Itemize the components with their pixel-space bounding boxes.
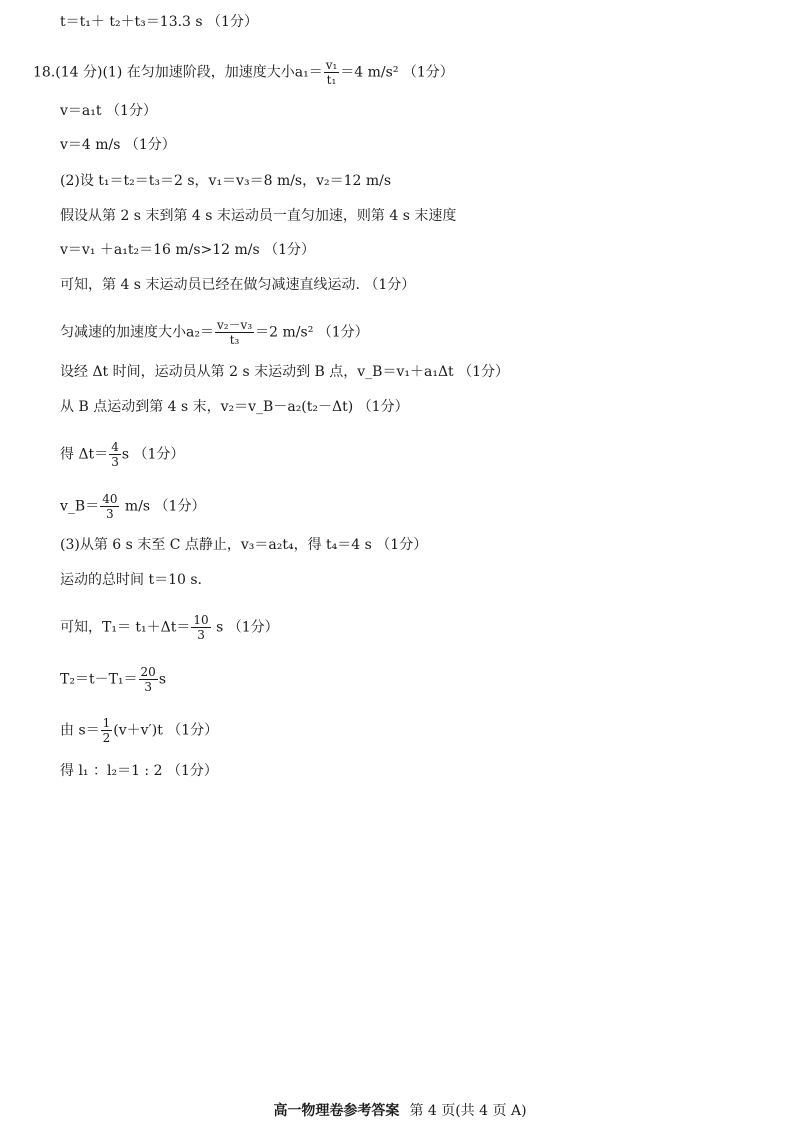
equation-line: v＝4 m/s （1分） xyxy=(60,137,176,153)
denominator: t₁ xyxy=(326,73,337,87)
numerator: 40 xyxy=(102,492,118,506)
text: a₁＝ xyxy=(294,64,323,81)
numerator: 20 xyxy=(140,665,156,679)
numerator: v₁ xyxy=(325,58,338,72)
text: (v＋v′)t （1分） xyxy=(113,722,219,739)
fraction xyxy=(215,318,254,347)
distance-formula-line xyxy=(60,716,218,745)
q18-part2-setup: (2)设 t₁＝t₂＝t₃＝2 s，v₁＝v₃＝8 m/s，v₂＝12 m/s xyxy=(60,173,392,189)
text-line: 设经 Δt 时间，运动员从第 2 s 末运动到 B 点，v_B＝v₁＋a₁Δt （1分） xyxy=(60,364,510,380)
numerator: 1 xyxy=(102,716,111,730)
t2-line xyxy=(60,665,166,694)
text-line: 从 B 点运动到第 4 s 末，v₂＝v_B－a₂(t₂－Δt) （1分） xyxy=(60,399,409,415)
text: 匀减速的加速度大小a₂＝ xyxy=(60,324,214,341)
fraction xyxy=(139,665,158,694)
numerator: 4 xyxy=(111,440,119,454)
fraction xyxy=(100,492,119,521)
denominator: 3 xyxy=(111,455,119,469)
deceleration-line xyxy=(60,318,369,347)
equation-total-time: t＝t₁＋ t₂＋t₃＝13.3 s （1分） xyxy=(60,14,258,30)
text-line: 可知，第 4 s 末运动员已经在做匀减速直线运动. （1分） xyxy=(60,277,416,293)
text: v_B＝ xyxy=(60,498,100,515)
equation-line: v＝v₁ ＋a₁t₂＝16 m/s>12 m/s （1分） xyxy=(60,242,316,258)
text-line: 运动的总时间 t＝10 s. xyxy=(60,572,202,588)
denominator: 3 xyxy=(197,628,205,642)
text: s （1分） xyxy=(121,446,185,463)
t1-line xyxy=(60,613,279,642)
text: 由 s＝ xyxy=(60,722,100,739)
delta-t-line xyxy=(60,440,184,469)
text: 得 Δt＝ xyxy=(60,446,109,463)
equation-line: v＝a₁t （1分） xyxy=(60,103,157,119)
text: 18.(14 分)(1) 在匀加速阶段，加速度大小 xyxy=(33,64,295,81)
q18-part3: (3)从第 6 s 末至 C 点静止，v₃＝a₂t₄，得 t₄＝4 s （1分） xyxy=(60,537,428,553)
ratio-result-line: 得 l₁ ：l₂＝1 : 2 （1分） xyxy=(60,763,218,779)
denominator: 3 xyxy=(106,507,114,521)
denominator: 2 xyxy=(102,731,111,745)
text: m/s （1分） xyxy=(120,498,206,515)
text: s xyxy=(158,671,166,688)
denominator: 3 xyxy=(144,680,152,694)
page-number: 第 4 页(共 4 页 A) xyxy=(409,1103,527,1119)
text: ＝2 m/s² （1分） xyxy=(255,324,369,341)
text: T₂＝t－T₁＝ xyxy=(60,671,138,688)
text: 可知，T₁＝ t₁＋Δt＝ xyxy=(60,619,191,636)
fraction xyxy=(191,613,210,642)
numerator: v₂－v₃ xyxy=(216,318,253,332)
page-footer xyxy=(0,1100,800,1120)
text-line: 假设从第 2 s 末到第 4 s 末运动员一直匀加速，则第 4 s 末速度 xyxy=(60,208,457,224)
q18-part1-acceleration xyxy=(33,58,454,87)
text: s （1分） xyxy=(211,619,279,636)
fraction xyxy=(109,440,121,469)
text: ＝4 m/s² （1分） xyxy=(340,64,454,81)
numerator: 10 xyxy=(193,613,209,627)
fraction xyxy=(101,716,113,745)
vb-line xyxy=(60,492,205,521)
denominator: t₃ xyxy=(229,333,240,347)
fraction xyxy=(324,58,340,87)
footer-title: 高一物理卷参考答案 xyxy=(273,1103,400,1119)
